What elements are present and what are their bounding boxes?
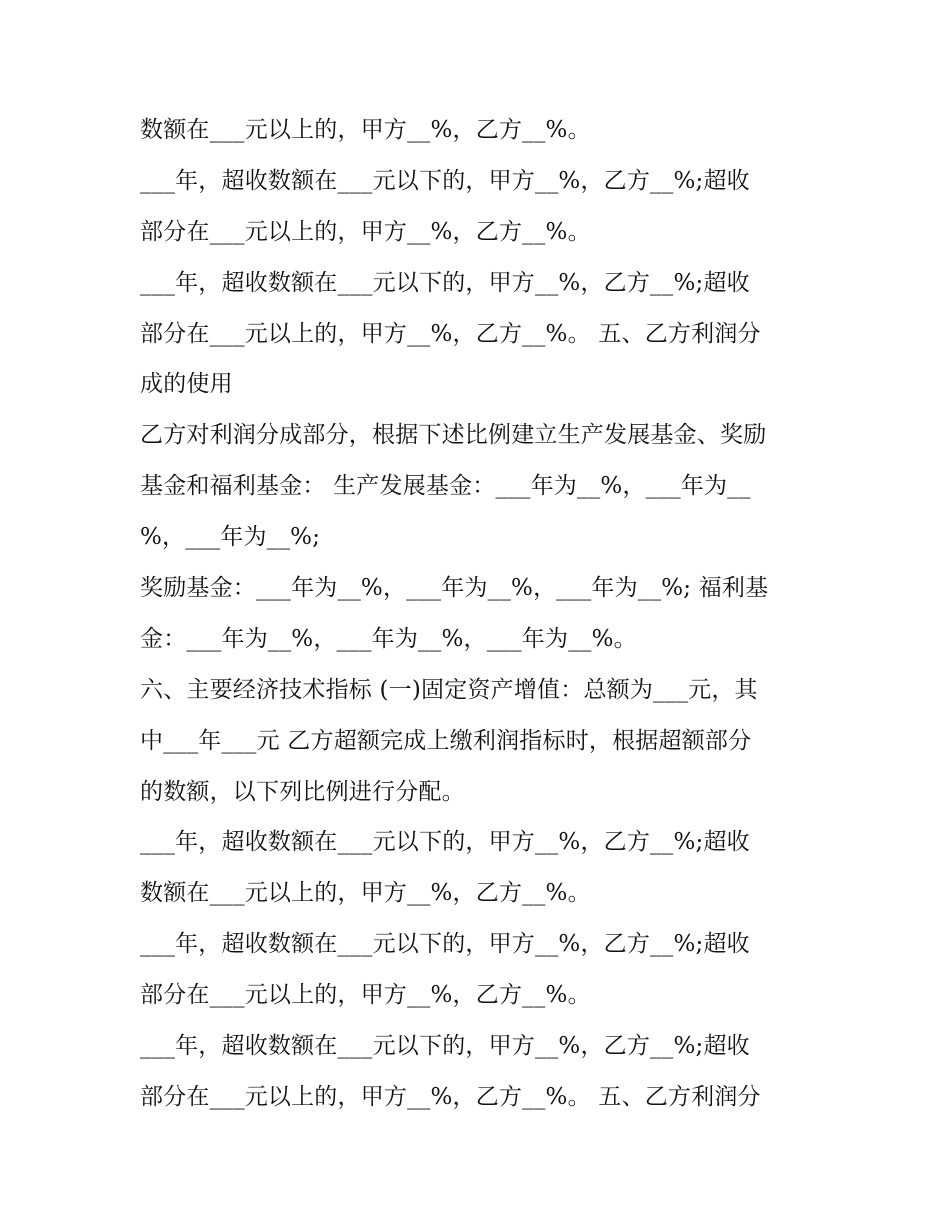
text-line-8: 基金和福利基金： 生产发展基金：___年为__%，___年为__ [140,473,751,500]
text-line-3: 部分在___元以上的，甲方__%，乙方__%。 [140,218,591,245]
text-line-7: 乙方对利润分成部分，根据下述比例建立生产发展基金、奖励 [140,422,767,449]
text-line-18: 部分在___元以上的，甲方__%，乙方__%。 [140,982,591,1009]
text-line-20: 部分在___元以上的，甲方__%，乙方__%。 五、乙方利润分 [140,1083,761,1110]
text-line-5: 部分在___元以上的，甲方__%，乙方__%。 五、乙方利润分 [140,320,761,347]
document-body [140,105,820,1123]
text-line-14: 的数额，以下列比例进行分配。 [140,778,465,805]
text-line-1: 数额在___元以上的，甲方__%，乙方__%。 [140,117,591,143]
text-line-4: ___年，超收数额在___元以下的，甲方__%，乙方__%;超收 [140,269,750,296]
text-line-19: ___年，超收数额在___元以下的，甲方__%，乙方__%;超收 [140,1033,750,1060]
text-line-12: 六、主要经济技术指标 (一)固定资产增值：总额为___元，其 [140,676,758,703]
text-line-17: ___年，超收数额在___元以下的，甲方__%，乙方__%;超收 [140,931,750,958]
text-line-9: %，___年为__%; [140,524,321,551]
text-line-16: 数额在___元以上的，甲方__%，乙方__%。 [140,880,591,907]
text-line-2: ___年，超收数额在___元以下的，甲方__%，乙方__%;超收 [140,167,750,194]
text-line-11: 金：___年为__%，___年为__%，___年为__%。 [140,625,637,652]
text-line-6: 成的使用 [140,371,233,398]
text-line-15: ___年，超收数额在___元以下的，甲方__%，乙方__%;超收 [140,829,750,856]
text-line-10: 奖励基金：___年为__%，___年为__%，___年为__%; 福利基 [140,575,769,602]
text-line-13: 中___年___元 乙方超额完成上缴利润指标时，根据超额部分 [140,727,752,754]
